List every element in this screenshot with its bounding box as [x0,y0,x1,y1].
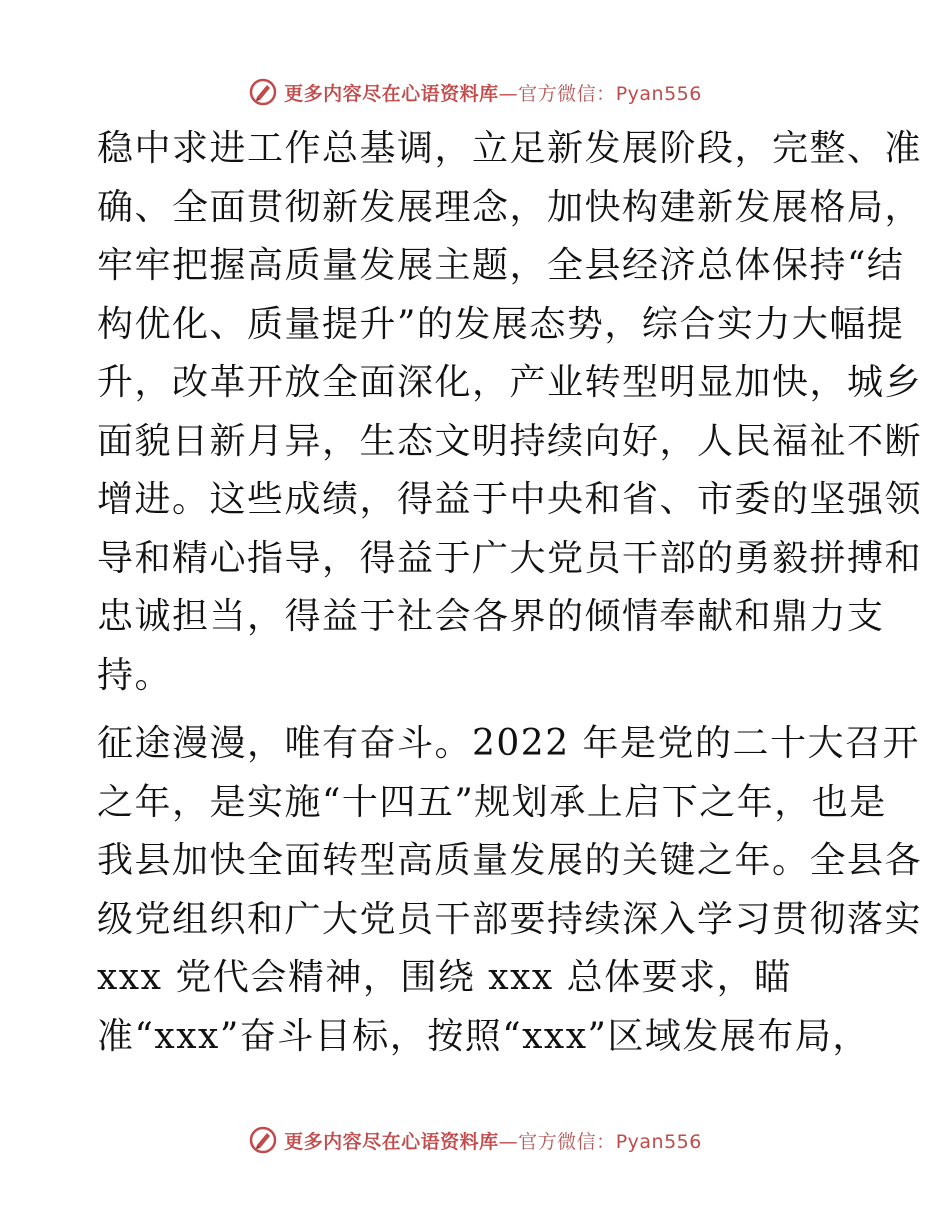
watermark-wechat-id: Pyan556 [615,1130,702,1153]
paragraph-gap [97,705,857,715]
text-line: 忠诚担当，得益于社会各界的倾情奉献和鼎力支 [97,596,885,637]
paragraph-2 [97,715,923,1066]
text-line: 我县加快全面转型高质量发展的关键之年。全县各 [97,840,923,881]
footer-watermark [0,1120,950,1160]
text-line: 面貌日新月异，生态文明持续向好，人民福祉不断 [97,420,923,462]
watermark-separator: — [498,1130,519,1153]
header-watermark [0,72,950,112]
text-line: 牢牢把握高质量发展主题，全县经济总体保持“结 [97,245,905,286]
pen-heart-logo-icon [248,77,278,107]
watermark-official: 官方微信： [518,1130,616,1153]
watermark-text [284,79,702,106]
watermark-brand: 更多内容尽在心语资料库 [284,1130,499,1153]
text-line: 稳中求进工作总基调，立足新发展阶段，完整、准 [97,128,923,169]
text-line: 构优化、质量提升”的发展态势，综合实力大幅提 [97,303,905,345]
text-line: 准“xxx”奋斗目标，按照“xxx”区域发展布局， [97,1015,870,1057]
watermark-brand: 更多内容尽在心语资料库 [284,82,499,105]
text-line: 导和精心指导，得益于广大党员干部的勇毅拼搏和 [97,537,923,579]
watermark-text [284,1127,702,1154]
watermark-separator: — [498,82,519,105]
text-line: 升，改革开放全面深化，产业转型明显加快，城乡 [97,362,923,403]
document-body [97,120,923,1066]
text-line: xxx 党代会精神，围绕 xxx 总体要求，瞄 [97,957,792,998]
text-line: 级党组织和广大党员干部要持续深入学习贯彻落实 [97,898,923,940]
watermark-wechat-id: Pyan556 [615,82,702,105]
text-line: 之年，是实施“十四五”规划承上启下之年，也是 [97,781,887,823]
paragraph-1 [97,120,923,705]
watermark-official: 官方微信： [518,82,616,105]
text-line: 持。 [97,654,173,696]
text-line: 增进。这些成绩，得益于中央和省、市委的坚强领 [97,479,923,520]
text-line: 确、全面贯彻新发展理念，加快构建新发展格局， [97,186,923,228]
pen-heart-logo-icon [248,1125,278,1155]
text-line: 征途漫漫，唯有奋斗。2022 年是党的二十大召开 [97,723,921,764]
